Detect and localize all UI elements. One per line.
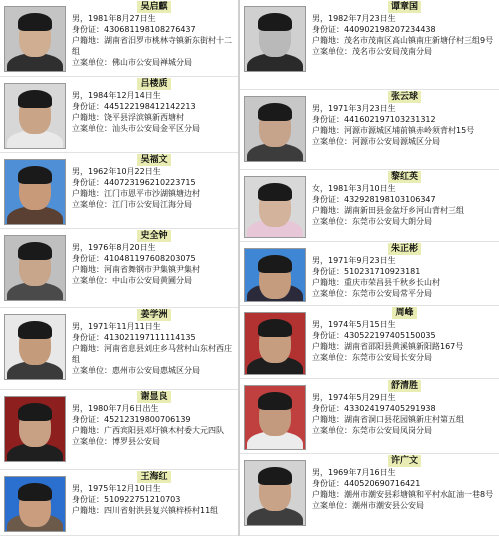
person-entry bbox=[0, 308, 238, 390]
person-name: 姜学洲 bbox=[137, 309, 170, 321]
person-photo bbox=[4, 476, 66, 532]
person-entry bbox=[0, 229, 238, 308]
person-detail-line: 户籍地：重庆市荣昌县千秋乡长山村 bbox=[312, 278, 440, 287]
person-entry bbox=[240, 306, 499, 379]
person-detail-line: 女，1981年3月10日生 bbox=[312, 184, 396, 193]
person-name: 王海红 bbox=[137, 471, 170, 483]
person-photo bbox=[244, 248, 306, 302]
person-detail-line: 男，1971年9月23日生 bbox=[312, 256, 396, 265]
person-detail-line: 立案单位：江门市公安局江海分局 bbox=[72, 200, 192, 209]
person-detail-line: 男，1980年7月6日出生 bbox=[72, 404, 159, 413]
person-photo bbox=[4, 83, 66, 149]
person-detail-line: 立案单位：佛山市公安局禅城分局 bbox=[72, 58, 192, 67]
person-entry bbox=[0, 470, 238, 536]
person-entry bbox=[240, 90, 499, 170]
person-name: 黎红英 bbox=[388, 171, 421, 183]
person-detail-line: 户籍地：潮州市潮安县彩塘镇和平村水缸油一巷8号 bbox=[312, 490, 494, 499]
person-photo bbox=[244, 96, 306, 162]
person-name: 谢显良 bbox=[137, 391, 170, 403]
person-info bbox=[312, 454, 497, 511]
person-name: 谭章国 bbox=[388, 1, 421, 13]
person-detail-line: 户籍地：广西宾阳县邓圩镇木村委大元四队 bbox=[72, 426, 224, 435]
person-detail-line: 男，1971年11月11日生 bbox=[72, 322, 161, 331]
person-name: 吴福文 bbox=[137, 154, 170, 166]
person-photo bbox=[244, 176, 306, 238]
person-detail-line: 立案单位：东莞市公安局大朗分局 bbox=[312, 217, 432, 226]
person-detail-line: 户籍地：湖南省邵阳县黄溪镇新阳路167号 bbox=[312, 342, 464, 351]
person-info bbox=[312, 242, 497, 299]
person-detail-line: 身份证：510922751210703 bbox=[72, 495, 181, 504]
person-info bbox=[72, 77, 236, 134]
person-detail-line: 立案单位：博罗县公安局 bbox=[72, 437, 160, 446]
person-name: 史全钟 bbox=[137, 230, 170, 242]
person-info bbox=[312, 379, 497, 436]
person-entry bbox=[0, 153, 238, 229]
person-detail-line: 户籍地：湖南新田县金盆圩乡河山背村三组 bbox=[312, 206, 464, 215]
person-detail-line: 男，1962年10月22日生 bbox=[72, 167, 161, 176]
person-detail-line: 身份证：413021197111114135 bbox=[72, 333, 196, 342]
person-entry bbox=[240, 379, 499, 454]
person-detail-line: 身份证：45212319800706139 bbox=[72, 415, 191, 424]
person-info bbox=[72, 229, 236, 286]
person-detail-line: 立案单位：茂名市公安局茂南分局 bbox=[312, 47, 432, 56]
person-info bbox=[72, 470, 236, 516]
person-info bbox=[72, 153, 236, 210]
person-detail-line: 户籍地：茂名市茂南区高山镇南庄新塘仔村三组9号 bbox=[312, 36, 494, 45]
person-photo bbox=[244, 460, 306, 526]
person-detail-line: 男，1971年3月23日生 bbox=[312, 104, 396, 113]
person-detail-line: 男，1981年8月27日生 bbox=[72, 14, 156, 23]
person-detail-line: 身份证：440902198207234438 bbox=[312, 25, 436, 34]
person-name: 周峰 bbox=[392, 307, 416, 319]
person-photo bbox=[244, 385, 306, 450]
person-photo bbox=[244, 312, 306, 375]
person-entry bbox=[0, 390, 238, 470]
person-name: 吴启麒 bbox=[137, 1, 170, 13]
person-detail-line: 立案单位：中山市公安局黄圃分局 bbox=[72, 276, 192, 285]
person-detail-line: 男，1982年7月23日生 bbox=[312, 14, 396, 23]
person-detail-line: 男，1984年12月14日生 bbox=[72, 91, 161, 100]
person-photo bbox=[4, 6, 66, 72]
person-name: 吕楼质 bbox=[137, 78, 170, 90]
person-detail-line: 立案单位：惠州市公安局惠城区分局 bbox=[72, 366, 200, 375]
person-entry bbox=[240, 170, 499, 242]
person-photo bbox=[244, 6, 306, 72]
person-detail-line: 立案单位：东莞市公安局凤岗分局 bbox=[312, 426, 432, 435]
person-name: 许广文 bbox=[388, 455, 421, 467]
person-detail-line: 身份证：432928198103106347 bbox=[312, 195, 436, 204]
person-detail-line: 身份证：445122198412142213 bbox=[72, 102, 196, 111]
person-detail-line: 户籍地：饶平县浮滨镇新西塘村 bbox=[72, 113, 184, 122]
person-info bbox=[312, 306, 497, 363]
person-detail-line: 户籍地：江门市恩平市沙湖镇塘边村 bbox=[72, 189, 200, 198]
person-entry bbox=[0, 0, 238, 77]
person-detail-line: 身份证：430681198108276437 bbox=[72, 25, 196, 34]
person-detail-line: 身份证：510231710923181 bbox=[312, 267, 421, 276]
person-detail-line: 户籍地：河南省舞钢市尹集镇尹集村 bbox=[72, 265, 200, 274]
person-info bbox=[312, 170, 497, 227]
person-info bbox=[312, 0, 497, 57]
person-name: 舒清胜 bbox=[388, 380, 421, 392]
person-detail-line: 户籍地：四川省射洪县复兴镇梓桥村11组 bbox=[72, 506, 219, 515]
person-detail-line: 立案单位：东莞市公安局常平分局 bbox=[312, 289, 432, 298]
person-detail-line: 身份证：433024197405291938 bbox=[312, 404, 436, 413]
person-detail-line: 户籍地：河源市源城区埔前镇赤岭须背村15号 bbox=[312, 126, 475, 135]
person-entry bbox=[0, 77, 238, 153]
person-photo bbox=[4, 396, 66, 462]
person-detail-line: 户籍地：湖南省汨罗市桃林寺镇新东街村十二组 bbox=[72, 36, 232, 56]
person-entry bbox=[240, 242, 499, 306]
person-photo bbox=[4, 235, 66, 301]
person-detail-line: 身份证：440520690716421 bbox=[312, 479, 421, 488]
person-detail-line: 男，1974年5月15日生 bbox=[312, 320, 396, 329]
person-name: 张云球 bbox=[388, 91, 421, 103]
person-detail-line: 立案单位：东莞市公安局长安分局 bbox=[312, 353, 432, 362]
person-photo bbox=[4, 159, 66, 225]
person-detail-line: 身份证：430522197405150035 bbox=[312, 331, 436, 340]
person-detail-line: 男，1975年12月10日生 bbox=[72, 484, 161, 493]
person-detail-line: 户籍地：湖南省洞口县花园镇新庄村第五组 bbox=[312, 415, 464, 424]
person-info bbox=[72, 0, 236, 68]
person-detail-line: 身份证：440723196210223715 bbox=[72, 178, 196, 187]
person-entry bbox=[240, 454, 499, 536]
person-info bbox=[72, 308, 236, 376]
person-info bbox=[312, 90, 497, 147]
person-photo bbox=[4, 314, 66, 380]
person-detail-line: 身份证：441602197103231312 bbox=[312, 115, 436, 124]
person-detail-line: 立案单位：河源市公安局源城区分局 bbox=[312, 137, 440, 146]
person-detail-line: 立案单位：汕头市公安局金平区分局 bbox=[72, 124, 200, 133]
person-detail-line: 身份证：410481197608203075 bbox=[72, 254, 196, 263]
person-entry bbox=[240, 0, 499, 90]
person-detail-line: 男，1969年7月16日生 bbox=[312, 468, 396, 477]
person-detail-line: 男，1974年5月29日生 bbox=[312, 393, 396, 402]
person-name: 朱正彬 bbox=[388, 243, 421, 255]
person-detail-line: 立案单位：潮州市潮安县公安局 bbox=[312, 501, 424, 510]
person-detail-line: 男，1976年8月20日生 bbox=[72, 243, 156, 252]
person-detail-line: 户籍地：河南省息县刘庄乡马营村山东村西庄组 bbox=[72, 344, 232, 364]
person-info bbox=[72, 390, 236, 447]
